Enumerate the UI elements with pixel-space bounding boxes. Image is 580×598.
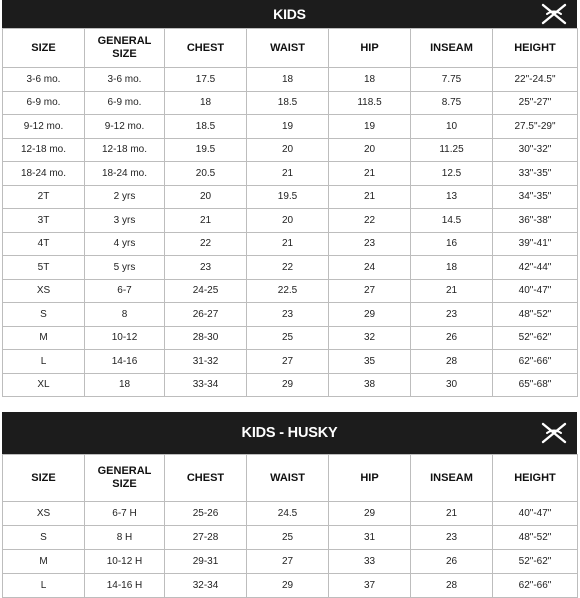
- cell-waist: 21: [247, 162, 329, 186]
- cell-size: L: [3, 574, 85, 598]
- cell-general-size: 6-7 H: [85, 502, 165, 526]
- table-row: [3, 373, 578, 397]
- cell-chest: 32-34: [165, 574, 247, 598]
- cell-general-size: 3 yrs: [85, 209, 165, 233]
- cell-general-size: 2 yrs: [85, 185, 165, 209]
- cell-inseam: 8.75: [411, 91, 493, 115]
- cell-waist: 20: [247, 138, 329, 162]
- cell-height: 48"-52": [493, 303, 578, 327]
- cell-hip: 32: [329, 326, 411, 350]
- cell-waist: 23: [247, 303, 329, 327]
- cell-height: 39"-41": [493, 232, 578, 256]
- cell-waist: 19: [247, 115, 329, 139]
- cell-chest: 31-32: [165, 350, 247, 374]
- cell-general-size: 8 H: [85, 526, 165, 550]
- cell-inseam: 12.5: [411, 162, 493, 186]
- cell-inseam: 7.75: [411, 68, 493, 92]
- header-chest: CHEST: [165, 455, 247, 502]
- cell-inseam: 11.25: [411, 138, 493, 162]
- cell-height: 33"-35": [493, 162, 578, 186]
- header-inseam: INSEAM: [411, 29, 493, 68]
- header-hip: HIP: [329, 455, 411, 502]
- header-waist: WAIST: [247, 29, 329, 68]
- cell-hip: 19: [329, 115, 411, 139]
- table-row: [3, 574, 578, 598]
- cell-height: 62"-66": [493, 574, 578, 598]
- cell-general-size: 4 yrs: [85, 232, 165, 256]
- cell-general-size: 18-24 mo.: [85, 162, 165, 186]
- cell-chest: 29-31: [165, 550, 247, 574]
- cell-size: 9-12 mo.: [3, 115, 85, 139]
- cell-hip: 38: [329, 373, 411, 397]
- cell-height: 34"-35": [493, 185, 578, 209]
- cell-size: S: [3, 303, 85, 327]
- table-row: [3, 550, 578, 574]
- cell-waist: 22: [247, 256, 329, 280]
- cell-waist: 25: [247, 526, 329, 550]
- husky-size-chart: [2, 412, 577, 598]
- cell-chest: 21: [165, 209, 247, 233]
- table-row: [3, 326, 578, 350]
- cell-height: 65"-68": [493, 373, 578, 397]
- cell-size: 18-24 mo.: [3, 162, 85, 186]
- cell-size: XS: [3, 279, 85, 303]
- header-height: HEIGHT: [493, 455, 578, 502]
- kids-table-body: [3, 68, 578, 397]
- cell-waist: 18: [247, 68, 329, 92]
- husky-banner: [2, 412, 577, 454]
- cell-waist: 29: [247, 574, 329, 598]
- cell-chest: 26-27: [165, 303, 247, 327]
- table-row: [3, 350, 578, 374]
- cell-inseam: 21: [411, 502, 493, 526]
- cell-general-size: 14-16 H: [85, 574, 165, 598]
- cell-chest: 20: [165, 185, 247, 209]
- cell-size: XS: [3, 502, 85, 526]
- cell-size: XL: [3, 373, 85, 397]
- cell-chest: 28-30: [165, 326, 247, 350]
- cell-waist: 27: [247, 550, 329, 574]
- cell-hip: 21: [329, 162, 411, 186]
- cell-general-size: 12-18 mo.: [85, 138, 165, 162]
- cell-waist: 27: [247, 350, 329, 374]
- cell-inseam: 28: [411, 350, 493, 374]
- cell-inseam: 18: [411, 256, 493, 280]
- cell-waist: 29: [247, 373, 329, 397]
- cell-general-size: 9-12 mo.: [85, 115, 165, 139]
- cell-height: 48"-52": [493, 526, 578, 550]
- header-chest: CHEST: [165, 29, 247, 68]
- cell-inseam: 21: [411, 279, 493, 303]
- header-inseam: INSEAM: [411, 455, 493, 502]
- cell-height: 52"-62": [493, 550, 578, 574]
- cell-size: 2T: [3, 185, 85, 209]
- cell-height: 30"-32": [493, 138, 578, 162]
- cell-inseam: 10: [411, 115, 493, 139]
- cell-size: L: [3, 350, 85, 374]
- cell-general-size: 18: [85, 373, 165, 397]
- cell-size: 5T: [3, 256, 85, 280]
- header-general-size: [85, 455, 165, 502]
- kids-header-row: [3, 29, 578, 68]
- cell-height: 25"-27": [493, 91, 578, 115]
- cell-chest: 33-34: [165, 373, 247, 397]
- table-row: [3, 91, 578, 115]
- table-row: [3, 256, 578, 280]
- cell-hip: 33: [329, 550, 411, 574]
- table-row: [3, 115, 578, 139]
- cell-general-size: 10-12: [85, 326, 165, 350]
- cell-height: 62"-66": [493, 350, 578, 374]
- table-row: [3, 162, 578, 186]
- cell-inseam: 16: [411, 232, 493, 256]
- cell-inseam: 26: [411, 550, 493, 574]
- cell-hip: 22: [329, 209, 411, 233]
- cell-hip: 24: [329, 256, 411, 280]
- stylized-x-icon: [541, 422, 567, 444]
- cell-size: M: [3, 326, 85, 350]
- table-row: [3, 68, 578, 92]
- cell-height: 36"-38": [493, 209, 578, 233]
- header-size: SIZE: [3, 455, 85, 502]
- cell-inseam: 26: [411, 326, 493, 350]
- cell-chest: 18.5: [165, 115, 247, 139]
- cell-general-size: 3-6 mo.: [85, 68, 165, 92]
- cell-hip: 37: [329, 574, 411, 598]
- cell-chest: 18: [165, 91, 247, 115]
- cell-hip: 29: [329, 303, 411, 327]
- cell-waist: 21: [247, 232, 329, 256]
- header-hip: HIP: [329, 29, 411, 68]
- cell-chest: 27-28: [165, 526, 247, 550]
- cell-size: 12-18 mo.: [3, 138, 85, 162]
- table-row: [3, 232, 578, 256]
- cell-size: S: [3, 526, 85, 550]
- kids-size-chart: [2, 0, 577, 397]
- header-general-size: [85, 29, 165, 68]
- cell-size: 4T: [3, 232, 85, 256]
- cell-height: 40"-47": [493, 279, 578, 303]
- cell-chest: 23: [165, 256, 247, 280]
- cell-inseam: 23: [411, 526, 493, 550]
- cell-chest: 24-25: [165, 279, 247, 303]
- cell-chest: 20.5: [165, 162, 247, 186]
- table-row: [3, 279, 578, 303]
- cell-height: 27.5"-29": [493, 115, 578, 139]
- cell-chest: 25-26: [165, 502, 247, 526]
- cell-general-size: 6-7: [85, 279, 165, 303]
- cell-general-size: 14-16: [85, 350, 165, 374]
- header-size: SIZE: [3, 29, 85, 68]
- cell-inseam: 13: [411, 185, 493, 209]
- cell-height: 42"-44": [493, 256, 578, 280]
- cell-size: M: [3, 550, 85, 574]
- cell-general-size: 5 yrs: [85, 256, 165, 280]
- cell-hip: 29: [329, 502, 411, 526]
- header-general-size-label: GENERAL SIZE: [97, 35, 152, 60]
- cell-inseam: 14.5: [411, 209, 493, 233]
- table-row: [3, 209, 578, 233]
- header-general-size-label: GENERAL SIZE: [97, 465, 152, 490]
- cell-waist: 18.5: [247, 91, 329, 115]
- cell-hip: 23: [329, 232, 411, 256]
- cell-inseam: 23: [411, 303, 493, 327]
- cell-waist: 24.5: [247, 502, 329, 526]
- cell-hip: 20: [329, 138, 411, 162]
- table-row: [3, 185, 578, 209]
- kids-title: KIDS: [273, 6, 306, 22]
- cell-hip: 31: [329, 526, 411, 550]
- table-row: [3, 138, 578, 162]
- cell-inseam: 28: [411, 574, 493, 598]
- table-row: [3, 526, 578, 550]
- cell-waist: 20: [247, 209, 329, 233]
- cell-chest: 17.5: [165, 68, 247, 92]
- cell-hip: 118.5: [329, 91, 411, 115]
- cell-waist: 25: [247, 326, 329, 350]
- cell-waist: 19.5: [247, 185, 329, 209]
- header-waist: WAIST: [247, 455, 329, 502]
- cell-chest: 19.5: [165, 138, 247, 162]
- cell-hip: 21: [329, 185, 411, 209]
- cell-height: 22"-24.5": [493, 68, 578, 92]
- cell-hip: 27: [329, 279, 411, 303]
- cell-inseam: 30: [411, 373, 493, 397]
- cell-general-size: 6-9 mo.: [85, 91, 165, 115]
- header-height: HEIGHT: [493, 29, 578, 68]
- cell-general-size: 8: [85, 303, 165, 327]
- cell-hip: 18: [329, 68, 411, 92]
- husky-size-table: [2, 454, 578, 598]
- kids-size-table: [2, 28, 578, 397]
- cell-general-size: 10-12 H: [85, 550, 165, 574]
- husky-header-row: [3, 455, 578, 502]
- cell-height: 52"-62": [493, 326, 578, 350]
- cell-hip: 35: [329, 350, 411, 374]
- husky-title: KIDS - HUSKY: [241, 425, 338, 441]
- table-row: [3, 502, 578, 526]
- cell-size: 6-9 mo.: [3, 91, 85, 115]
- kids-banner: [2, 0, 577, 28]
- stylized-x-icon: [541, 3, 567, 25]
- table-row: [3, 303, 578, 327]
- husky-table-body: [3, 502, 578, 598]
- cell-waist: 22.5: [247, 279, 329, 303]
- cell-size: 3-6 mo.: [3, 68, 85, 92]
- cell-size: 3T: [3, 209, 85, 233]
- cell-chest: 22: [165, 232, 247, 256]
- cell-height: 40"-47": [493, 502, 578, 526]
